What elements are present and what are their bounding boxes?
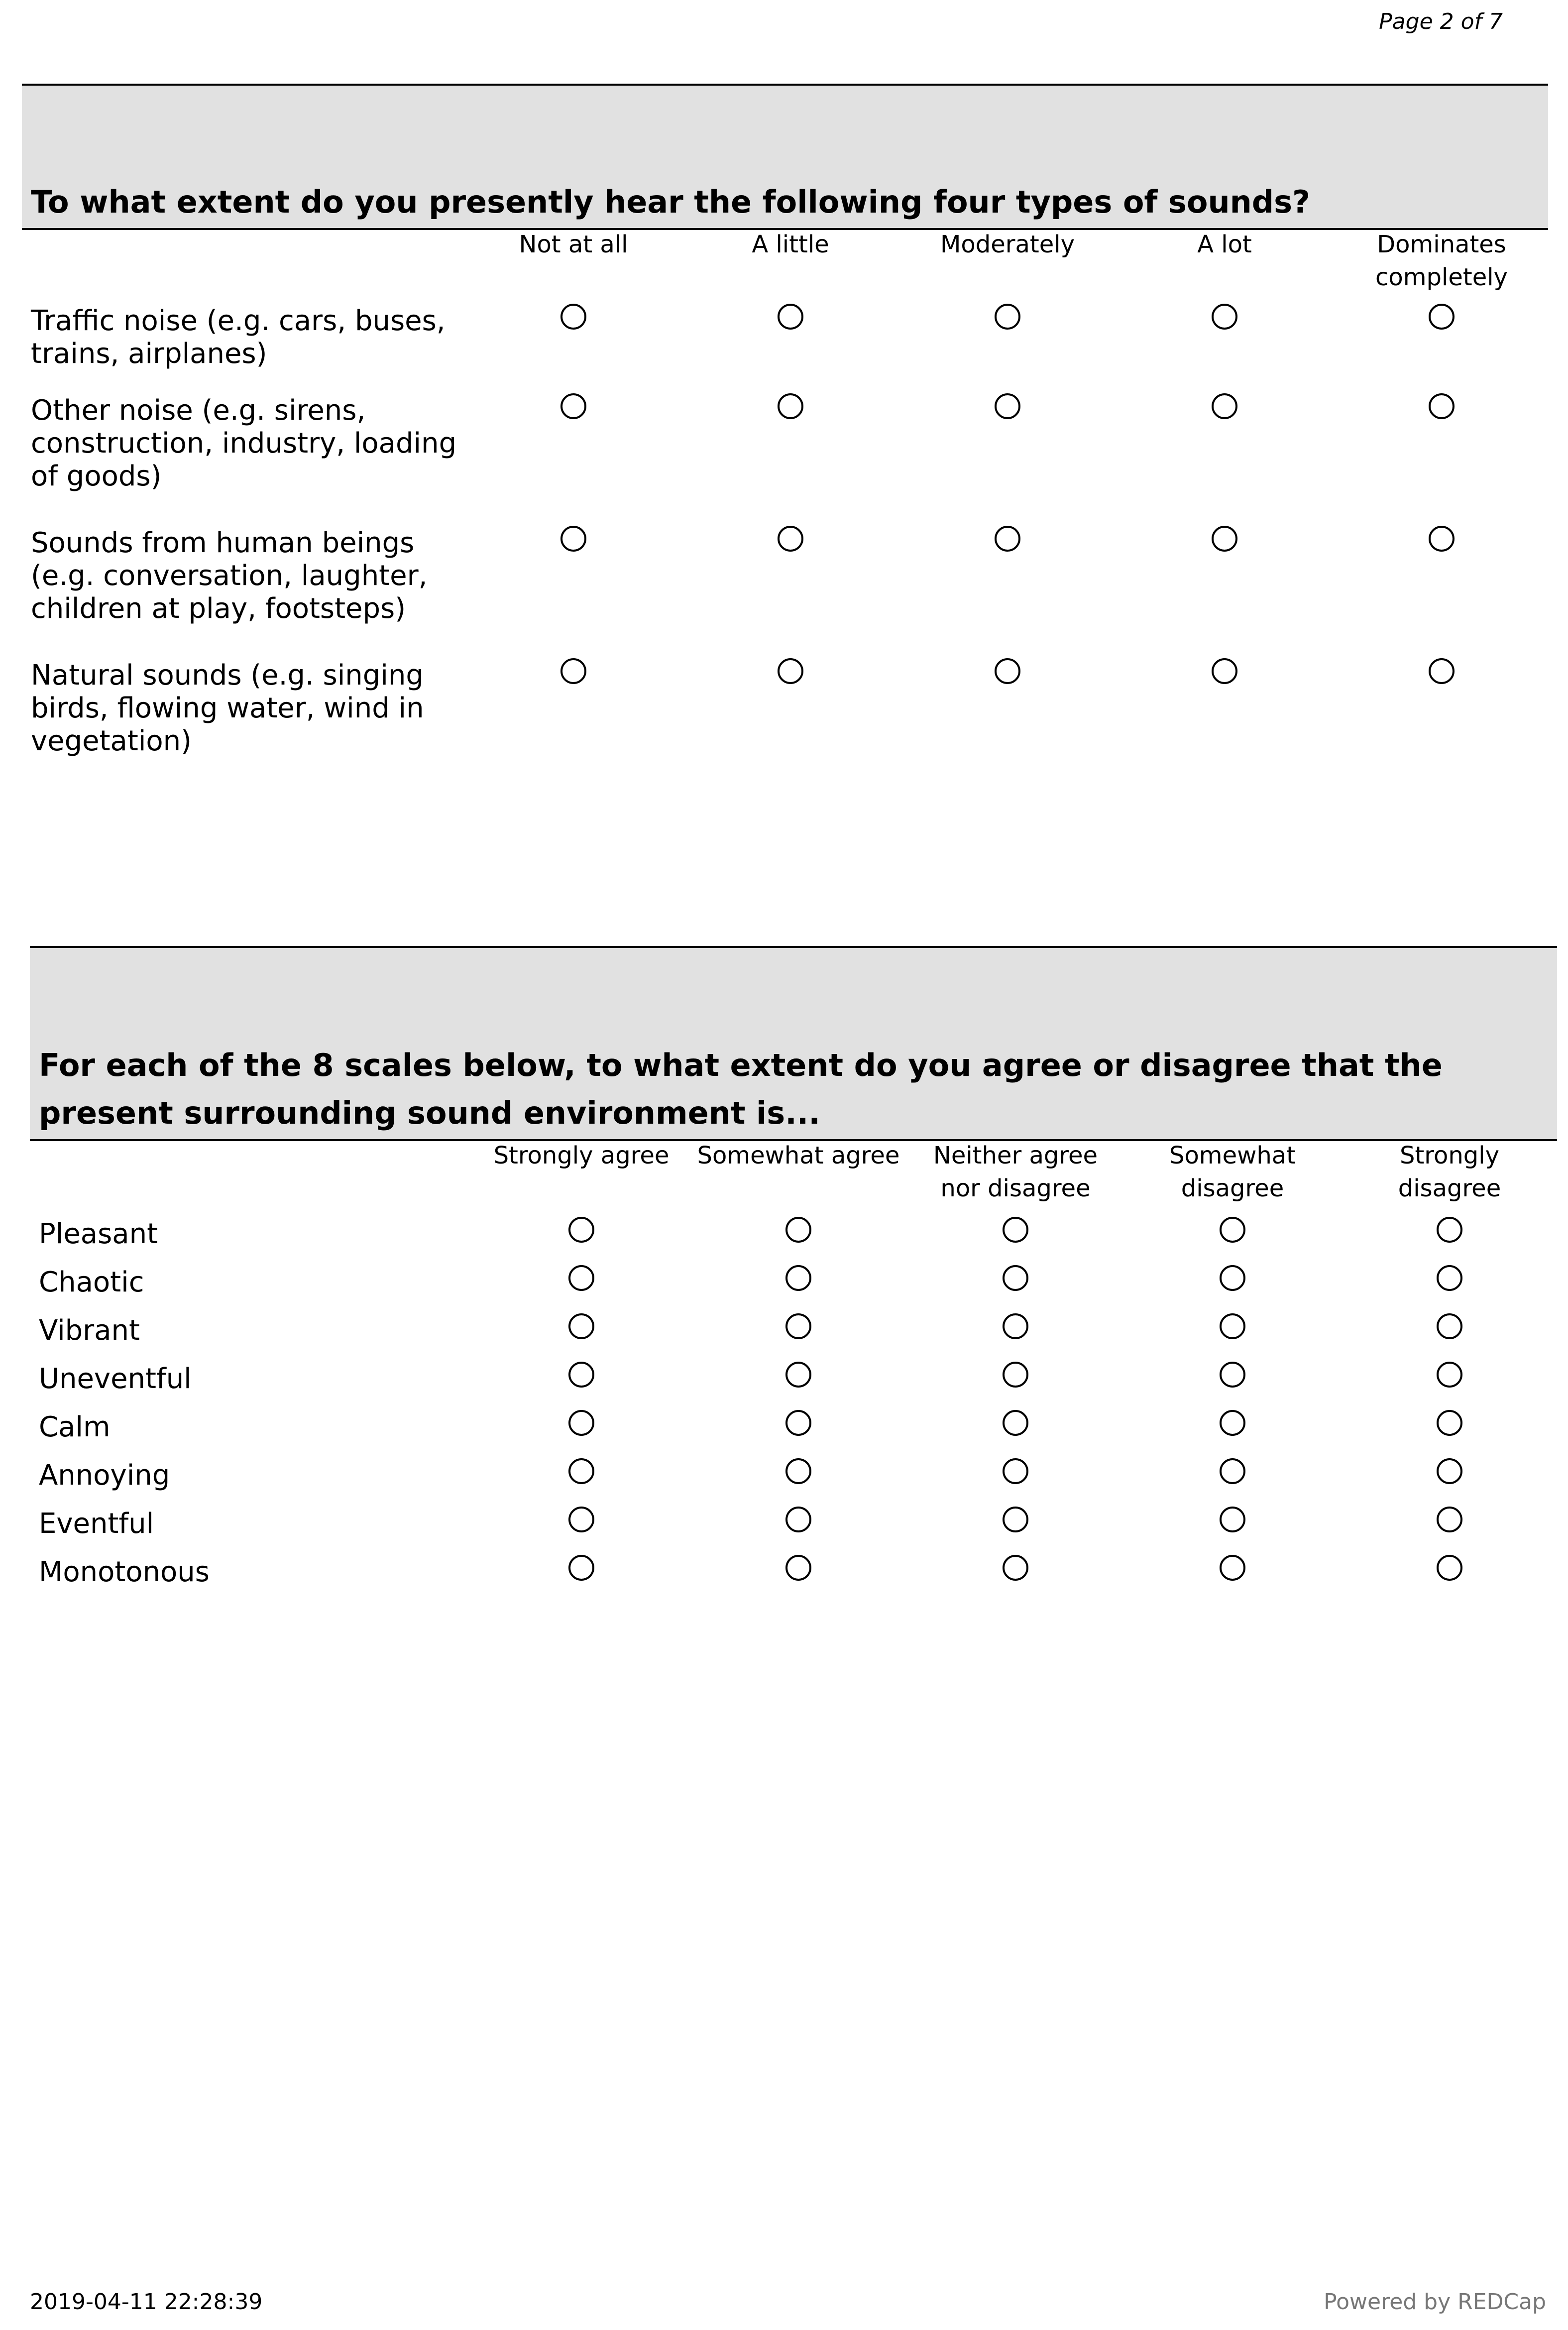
section-header	[30, 946, 1557, 1141]
radio-option[interactable]	[1003, 1458, 1028, 1484]
radio-option[interactable]	[1437, 1410, 1462, 1436]
row-label: Traffic noise (e.g. cars, buses, trains, airplanes)	[31, 305, 446, 370]
section-title: To what extent do you presently hear the following four types of sounds?	[31, 184, 1311, 220]
radio-option[interactable]	[1003, 1217, 1028, 1243]
radio-option[interactable]	[1220, 1555, 1245, 1581]
row-label: Vibrant	[39, 1314, 140, 1347]
radio-option[interactable]	[1220, 1217, 1245, 1243]
radio-option[interactable]	[1429, 658, 1455, 684]
radio-option[interactable]	[785, 1507, 811, 1532]
radio-option[interactable]	[1212, 304, 1237, 330]
radio-option[interactable]	[995, 304, 1020, 330]
radio-option[interactable]	[1003, 1362, 1028, 1388]
row-label: Sounds from human beings (e.g. conversation, laughter, children at play, footsteps)	[31, 527, 428, 625]
column-header: Strongly agree	[493, 1142, 670, 1169]
radio-option[interactable]	[995, 526, 1020, 552]
section-header	[22, 84, 1548, 230]
radio-option[interactable]	[1437, 1507, 1462, 1532]
column-header: Somewhat disagree	[1169, 1142, 1296, 1202]
column-header: A lot	[1197, 231, 1252, 258]
radio-option[interactable]	[1220, 1410, 1245, 1436]
radio-option[interactable]	[778, 304, 803, 330]
radio-option[interactable]	[1429, 526, 1455, 552]
row-label: Uneventful	[39, 1363, 192, 1395]
radio-option[interactable]	[568, 1362, 594, 1388]
radio-option[interactable]	[1437, 1265, 1462, 1291]
radio-option[interactable]	[560, 304, 586, 330]
radio-option[interactable]	[1437, 1458, 1462, 1484]
radio-option[interactable]	[560, 658, 586, 684]
radio-option[interactable]	[1429, 304, 1455, 330]
page-number: Page 2 of 7	[1379, 9, 1503, 34]
row-label: Annoying	[39, 1459, 170, 1492]
row-label: Monotonous	[39, 1556, 210, 1588]
radio-option[interactable]	[1220, 1458, 1245, 1484]
radio-option[interactable]	[568, 1313, 594, 1339]
radio-option[interactable]	[568, 1507, 594, 1532]
radio-option[interactable]	[1429, 393, 1455, 419]
radio-option[interactable]	[1212, 658, 1237, 684]
radio-option[interactable]	[1220, 1265, 1245, 1291]
radio-option[interactable]	[785, 1458, 811, 1484]
footer-timestamp: 2019-04-11 22:28:39	[30, 2289, 263, 2315]
radio-option[interactable]	[1212, 526, 1237, 552]
radio-option[interactable]	[1003, 1313, 1028, 1339]
column-header: Strongly disagree	[1398, 1142, 1501, 1202]
section-title: For each of the 8 scales below, to what extent do you agree or disagree that the present surrounding sound environment is...	[39, 1047, 1443, 1131]
column-header: Not at all	[519, 231, 628, 258]
radio-option[interactable]	[778, 526, 803, 552]
radio-option[interactable]	[785, 1313, 811, 1339]
radio-option[interactable]	[785, 1362, 811, 1388]
row-label: Pleasant	[39, 1218, 158, 1250]
radio-option[interactable]	[1003, 1410, 1028, 1436]
radio-option[interactable]	[1437, 1217, 1462, 1243]
column-header: Somewhat agree	[697, 1142, 900, 1169]
radio-option[interactable]	[1220, 1507, 1245, 1532]
radio-option[interactable]	[995, 393, 1020, 419]
radio-option[interactable]	[1003, 1507, 1028, 1532]
radio-option[interactable]	[560, 526, 586, 552]
radio-option[interactable]	[568, 1410, 594, 1436]
radio-option[interactable]	[1003, 1265, 1028, 1291]
radio-option[interactable]	[1437, 1555, 1462, 1581]
radio-option[interactable]	[785, 1265, 811, 1291]
radio-option[interactable]	[568, 1458, 594, 1484]
row-label: Chaotic	[39, 1266, 144, 1298]
radio-option[interactable]	[1437, 1362, 1462, 1388]
row-label: Calm	[39, 1411, 111, 1443]
radio-option[interactable]	[1003, 1555, 1028, 1581]
column-header: Dominates completely	[1375, 231, 1508, 291]
radio-option[interactable]	[778, 658, 803, 684]
radio-option[interactable]	[1220, 1362, 1245, 1388]
column-header: Moderately	[940, 231, 1075, 258]
row-label: Natural sounds (e.g. singing birds, flowing water, wind in vegetation)	[31, 659, 424, 757]
radio-option[interactable]	[785, 1217, 811, 1243]
radio-option[interactable]	[785, 1410, 811, 1436]
radio-option[interactable]	[560, 393, 586, 419]
radio-option[interactable]	[785, 1555, 811, 1581]
radio-option[interactable]	[995, 658, 1020, 684]
radio-option[interactable]	[778, 393, 803, 419]
radio-option[interactable]	[568, 1265, 594, 1291]
radio-option[interactable]	[568, 1217, 594, 1243]
column-header: Neither agree nor disagree	[933, 1142, 1098, 1202]
soundscape-scales-section	[30, 946, 1557, 1588]
powered-by-redcap: Powered by REDCap	[1324, 2289, 1546, 2315]
column-header: A little	[752, 231, 829, 258]
row-label: Eventful	[39, 1508, 154, 1540]
radio-option[interactable]	[1220, 1313, 1245, 1339]
radio-option[interactable]	[568, 1555, 594, 1581]
radio-option[interactable]	[1437, 1313, 1462, 1339]
radio-option[interactable]	[1212, 393, 1237, 419]
sound-types-section	[22, 84, 1548, 757]
row-label: Other noise (e.g. sirens, construction, industry, loading of goods)	[31, 394, 457, 492]
